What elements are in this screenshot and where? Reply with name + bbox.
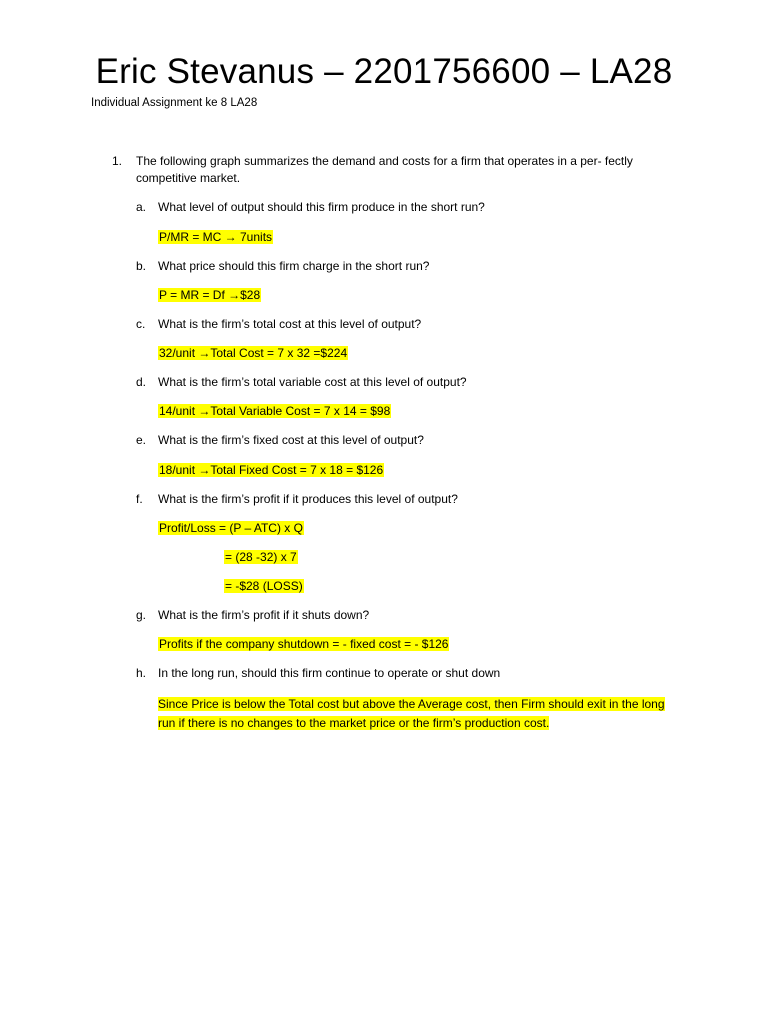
item-d-letter: d. [136,375,147,389]
item-f-answer-line3: = -$28 (LOSS) [225,579,303,593]
item-f-question: What is the firm’s profit if it produces this level of output? [158,492,458,506]
item-g-answer: Profits if the company shutdown = - fixed cost = - $126 [159,637,449,651]
item-f-letter: f. [136,492,143,506]
item-e-question: What is the firm’s fixed cost at this level of output? [158,433,424,447]
item-g-question: What is the firm’s profit if it shuts down? [158,608,370,622]
item-f-answer: Profit/Loss = (P – ATC) x Q [159,521,303,535]
item-c-answer: 32/unit →Total Cost = 7 x 32 =$224 [159,346,348,360]
item-f-answer-line2: = (28 -32) x 7 [225,550,297,564]
item-c-letter: c. [136,317,146,331]
item-h-answer: Since Price is below the Total cost but above the Average cost, then Firm should exit in the long run if there is no changes to the market price or the firm’s production cost. [158,697,665,730]
item-h-answer-block [158,695,678,733]
question-number: 1. [112,154,123,168]
question-text: The following graph summarizes the demand and costs for a firm that operates in a per- fectly competitive market. [136,154,633,185]
item-g-letter: g. [136,608,147,622]
item-e-letter: e. [136,433,147,447]
item-a-answer: P/MR = MC → 7units [159,230,273,244]
item-b-question: What price should this firm charge in the short run? [158,259,430,273]
item-e-answer: 18/unit →Total Fixed Cost = 7 x 18 = $126 [159,463,384,477]
item-a-letter: a. [136,200,147,214]
document-title: Eric Stevanus – 2201756600 – LA28 [95,52,673,91]
item-d-question: What is the firm’s total variable cost at this level of output? [158,375,467,389]
item-c-question: What is the firm’s total cost at this level of output? [158,317,422,331]
item-d-answer: 14/unit →Total Variable Cost = 7 x 14 = $98 [159,404,391,418]
item-b-letter: b. [136,259,147,273]
item-h-letter: h. [136,666,147,680]
document-subtitle: Individual Assignment ke 8 LA28 [91,97,258,109]
item-a-question: What level of output should this firm produce in the short run? [158,200,485,214]
item-b-answer: P = MR = Df →$28 [159,288,261,302]
item-h-question: In the long run, should this firm continue to operate or shut down [158,666,501,680]
question-1 [112,153,692,187]
